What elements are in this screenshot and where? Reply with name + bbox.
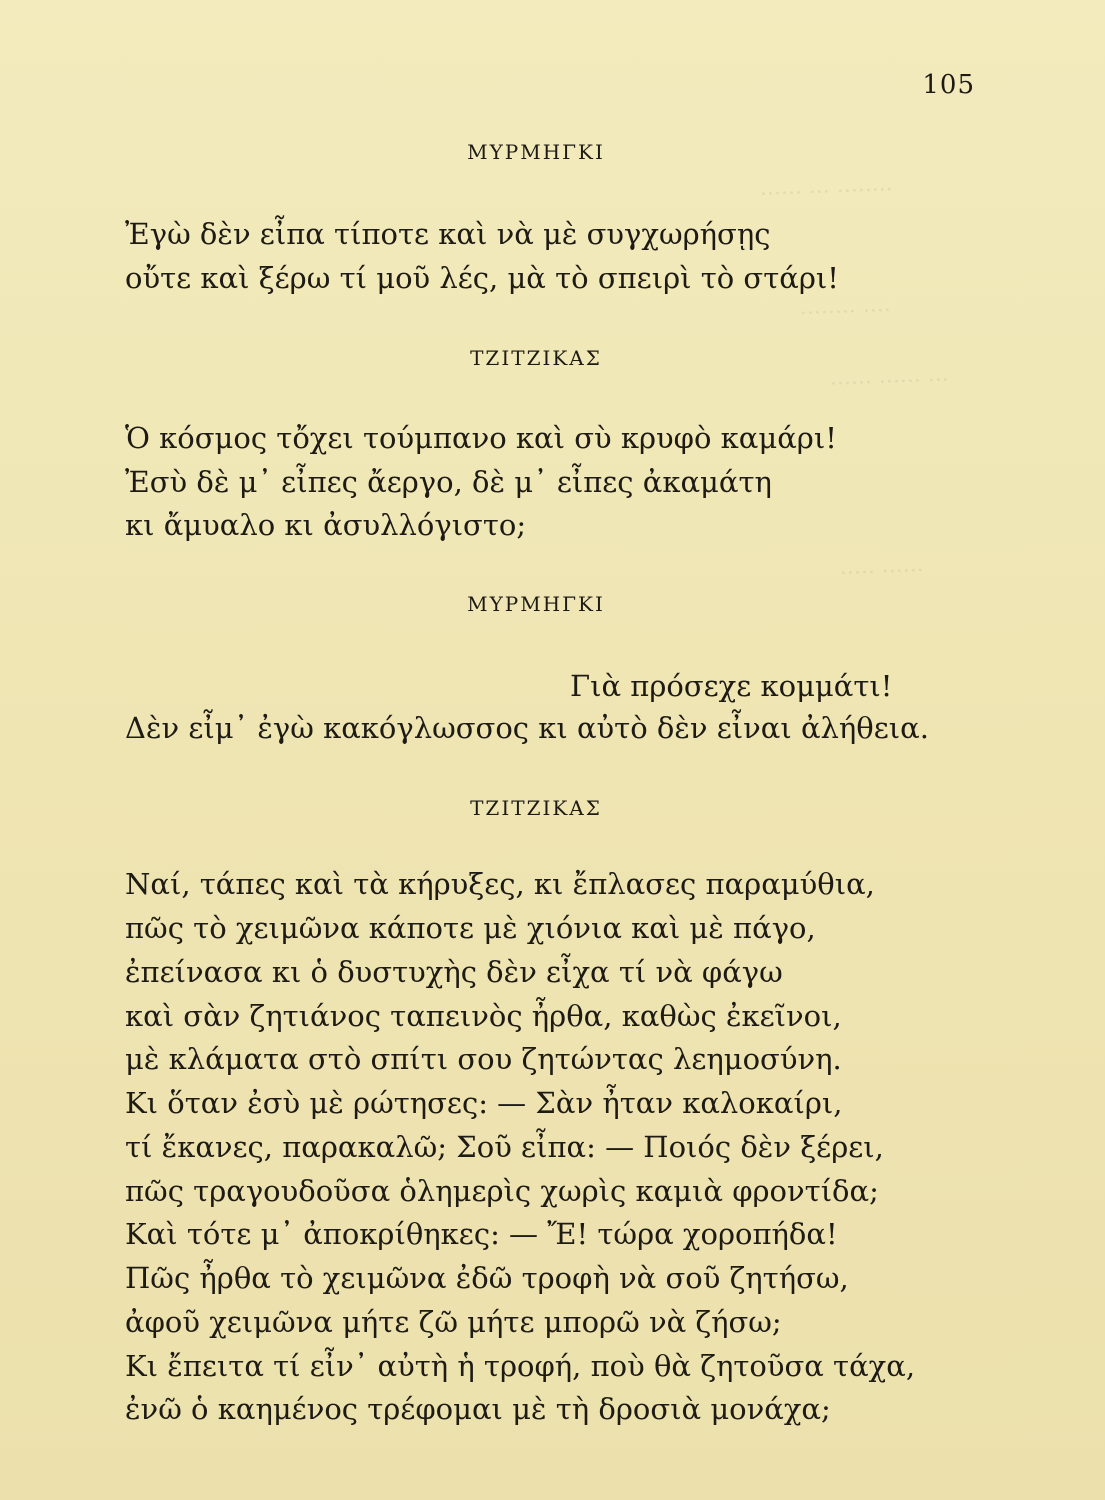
verse-line: Ὁ κόσμος τὄχει τούμπανο καὶ σὺ κρυφὸ καμάρι! bbox=[125, 421, 837, 455]
verse-line: κι ἄμυαλο κι ἀσυλλόγιστο; bbox=[125, 508, 527, 542]
speaker-heading: ΜΥΡΜΗΓΚΙ bbox=[467, 592, 605, 616]
verse-line: Καὶ τότε μ᾿ ἀποκρίθηκες: — Ἔ! τώρα χοροπήδα! bbox=[125, 1217, 838, 1251]
verse-line: ἐπείνασα κι ὁ δυστυχὴς δὲν εἶχα τί νὰ φάγω bbox=[125, 955, 783, 989]
verse-line: Ἐγὼ δὲν εἶπα τίποτε καὶ νὰ μὲ συγχωρήσῃς bbox=[125, 217, 771, 251]
verse-line: ἀφοῦ χειμῶνα μήτε ζῶ μήτε μπορῶ νὰ ζήσω; bbox=[125, 1305, 782, 1339]
speaker-heading: ΜΥΡΜΗΓΚΙ bbox=[467, 140, 605, 164]
verse-line: πῶς τραγουδοῦσα ὁλημερὶς χωρὶς καμιὰ φροντίδα; bbox=[125, 1174, 879, 1208]
show-through-text: ······ ··· ········ bbox=[759, 177, 894, 208]
verse-line: οὔτε καὶ ξέρω τί μοῦ λές, μὰ τὸ σπειρὶ τὸ στάρι! bbox=[125, 261, 839, 295]
verse-line: Ναί, τάπες καὶ τὰ κήρυξες, κι ἔπλασες παραμύθια, bbox=[125, 867, 875, 901]
speaker-heading: ΤΖΙΤΖΙΚΑΣ bbox=[470, 796, 602, 820]
verse-line: Πῶς ἦρθα τὸ χειμῶνα ἐδῶ τροφὴ νὰ σοῦ ζητήσω, bbox=[125, 1261, 849, 1295]
speaker-heading: ΤΖΙΤΖΙΚΑΣ bbox=[470, 346, 602, 370]
show-through-text: ····· ······ bbox=[839, 558, 925, 587]
verse-line: πῶς τὸ χειμῶνα κάποτε μὲ χιόνια καὶ μὲ πάγο, bbox=[125, 911, 816, 945]
show-through-text: ······ ······ ··· bbox=[829, 367, 950, 398]
verse-line: Ἐσὺ δὲ μ᾿ εἶπες ἄεργο, δὲ μ᾿ εἶπες ἀκαμάτη bbox=[125, 465, 772, 499]
show-through-text: ········ ···· bbox=[799, 298, 892, 327]
verse-line: Δὲν εἶμ᾿ ἐγὼ κακόγλωσσος κι αὐτὸ δὲν εἶναι ἀλήθεια. bbox=[125, 711, 929, 745]
page-number: 105 bbox=[922, 70, 975, 100]
verse-line: ἐνῶ ὁ καημένος τρέφομαι μὲ τὴ δροσιὰ μονάχα; bbox=[125, 1392, 831, 1426]
verse-line: τί ἔκανες, παρακαλῶ; Σοῦ εἶπα: — Ποιός δὲν ξέρει, bbox=[125, 1130, 884, 1164]
verse-line: καὶ σὰν ζητιάνος ταπεινὸς ἦρθα, καθὼς ἐκεῖνοι, bbox=[125, 999, 842, 1033]
verse-line: Κι ἔπειτα τί εἶν᾿ αὐτὴ ἡ τροφή, ποὺ θὰ ζητοῦσα τάχα, bbox=[125, 1349, 916, 1383]
verse-line: Γιὰ πρόσεχε κομμάτι! bbox=[570, 669, 893, 703]
verse-line: Κι ὅταν ἐσὺ μὲ ρώτησες: — Σὰν ἦταν καλοκαίρι, bbox=[125, 1086, 843, 1120]
verse-line: μὲ κλάματα στὸ σπίτι σου ζητώντας λεημοσύνη. bbox=[125, 1042, 842, 1076]
